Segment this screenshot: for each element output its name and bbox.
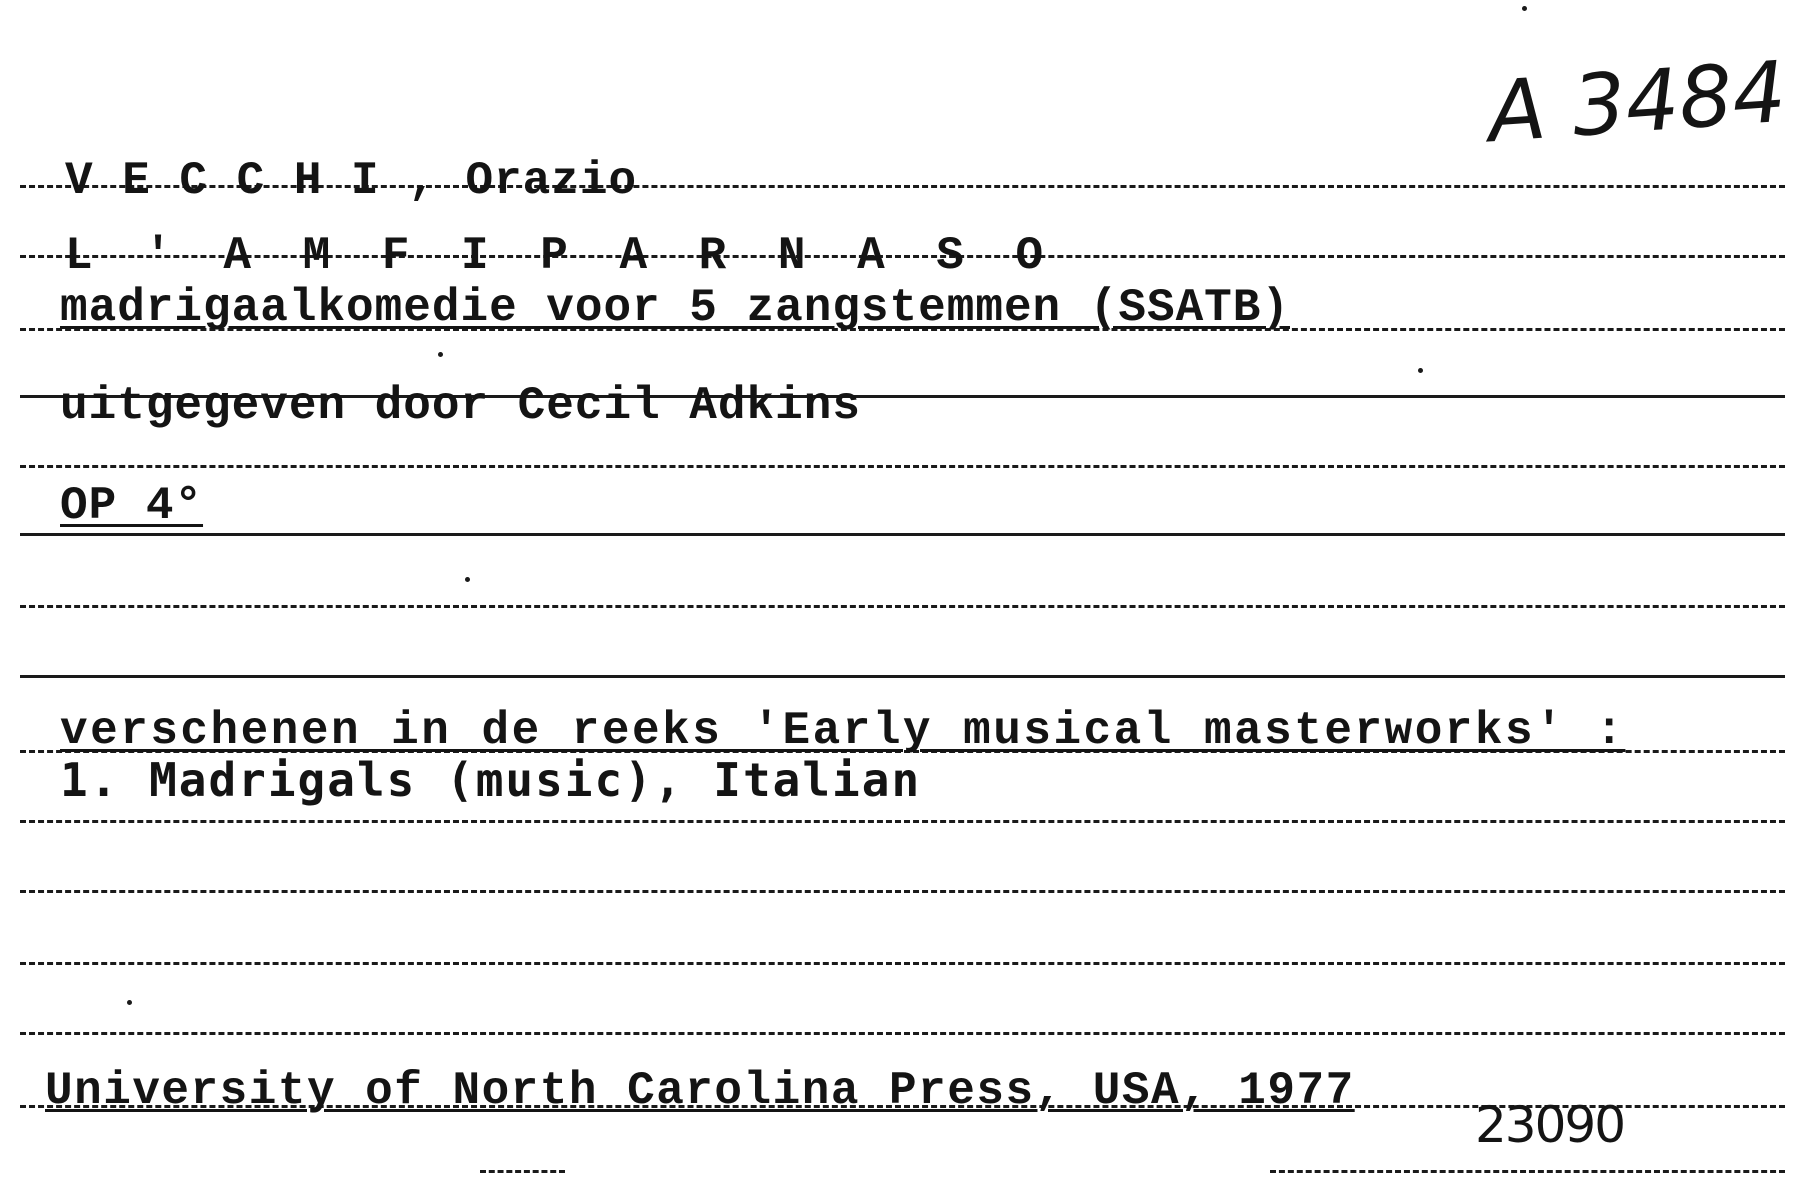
ruled-line xyxy=(480,1170,565,1173)
ruled-line xyxy=(20,890,1785,893)
shelf-mark: OP 4° xyxy=(60,480,204,532)
ruled-line xyxy=(20,605,1785,608)
series-line: verschenen in de reeks 'Early musical masterworks' : xyxy=(60,705,1626,757)
speck xyxy=(127,1000,132,1005)
publisher-line: University of North Carolina Press, USA, 1977 xyxy=(45,1065,1355,1117)
speck xyxy=(1418,368,1423,373)
speck xyxy=(465,577,470,582)
call-number: A 3484 xyxy=(1484,42,1789,162)
ruled-line xyxy=(20,465,1785,468)
subject-line: 1. Madrigals (music), Italian xyxy=(60,753,922,807)
subtitle-line: madrigaalkomedie voor 5 zangstemmen (SSATB) xyxy=(60,282,1290,334)
speck xyxy=(438,352,443,357)
ruled-line xyxy=(20,675,1785,678)
ruled-line xyxy=(20,962,1785,965)
ruled-line xyxy=(20,533,1785,536)
record-number: 23090 xyxy=(1475,1096,1625,1154)
ruled-line xyxy=(1270,1170,1785,1173)
ruled-line xyxy=(20,1032,1785,1035)
author-line: V E C C H I , Orazio xyxy=(65,155,638,207)
editor-line: uitgegeven door Cecil Adkins xyxy=(60,380,861,432)
speck xyxy=(1522,6,1527,11)
title-line: L ' A M F I P A R N A S O xyxy=(65,230,1056,282)
ruled-line xyxy=(20,820,1785,823)
